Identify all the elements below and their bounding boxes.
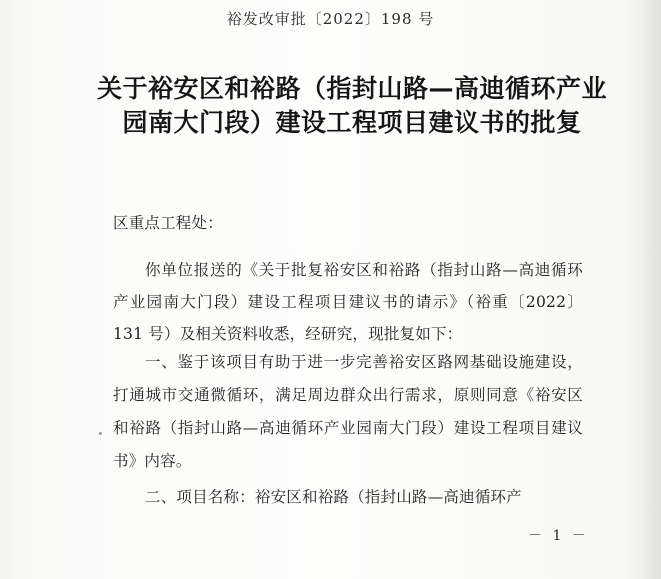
page-edge-shadow bbox=[633, 0, 661, 579]
paragraph-2: 一、鉴于该项目有助于进一步完善裕安区路网基础设施建设，打通城市交通微循环，满足周边群众出行需求，原则同意《裕安区和裕路（指封山路—高迪循环产业园南大门段）建设工程项目建议书》内容。 bbox=[113, 353, 583, 470]
document-title: 关于裕安区和裕路（指封山路—高迪循环产业园南大门段）建设工程项目建议书的批复 bbox=[96, 74, 607, 137]
page-number: － 1 － bbox=[528, 528, 589, 544]
salutation: 区重点工程处： bbox=[113, 214, 223, 232]
paragraph-3: 二、项目名称：裕安区和裕路（指封山路—高迪循环产 bbox=[145, 488, 522, 506]
paragraph-1: 你单位报送的《关于批复裕安区和裕路（指封山路—高迪循环产业园南大门段）建设工程项目建议书的请示》（裕重〔2022〕131 号）及相关资料收悉，经研究，现批复如下： bbox=[113, 261, 583, 343]
document-number: 裕发改审批〔2022〕198 号 bbox=[226, 10, 435, 28]
paper-speck bbox=[99, 432, 102, 435]
